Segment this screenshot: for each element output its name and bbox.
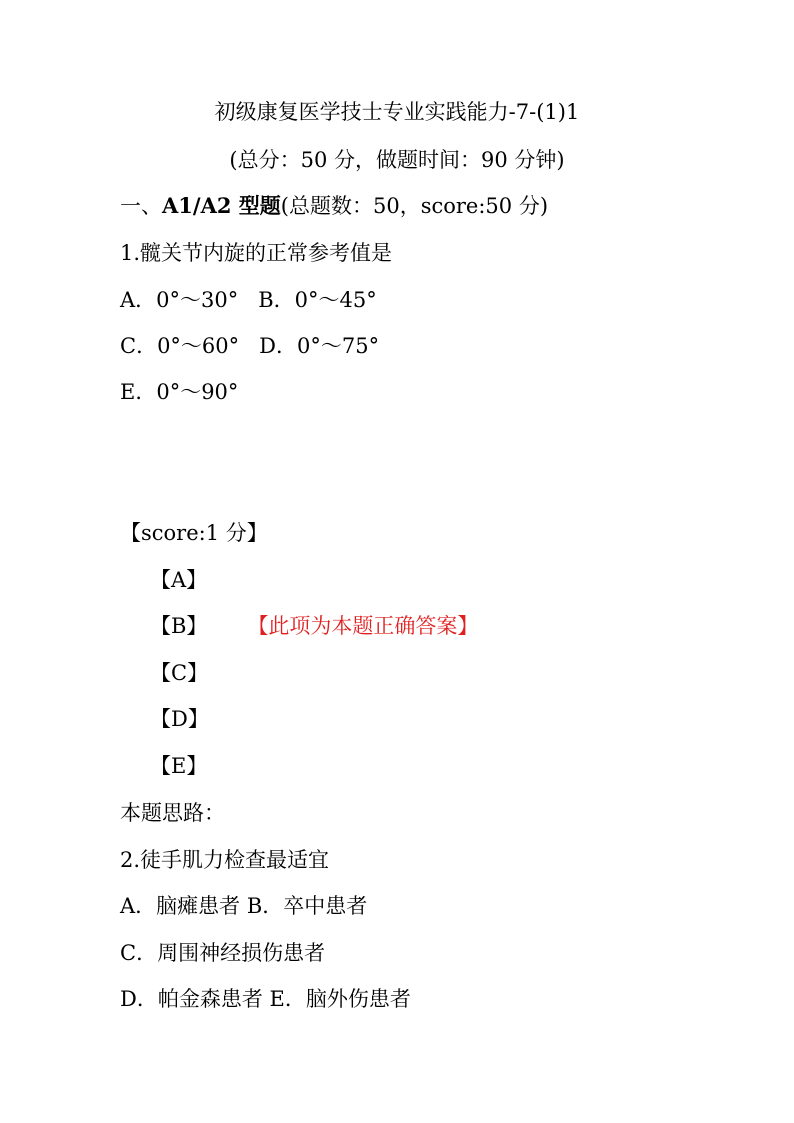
document-title: 初级康复医学技士专业实践能力-7-(1)1 [214,100,580,124]
option-a: A．0°～30° [120,288,239,312]
document-subtitle: (总分：50 分，做题时间：90 分钟) [229,148,565,172]
option-d: D．0°～75° [259,334,380,358]
choice-c: 【C】 [150,661,209,685]
option-c: C．0°～60° [120,334,240,358]
section-info: (总题数：50，score:50 分) [280,194,549,218]
analysis-label: 本题思路： [120,801,225,825]
correct-answer-note: 【此项为本题正确答案】 [247,614,479,638]
question-2-options-row-3: D．帕金森患者 E．脑外伤患者 [120,987,411,1011]
choice-d: 【D】 [150,707,209,731]
choice-b-row [150,612,478,640]
option-b: B．0°～45° [258,288,377,312]
option-e: E．0°～90° [120,380,239,404]
section-name: A1/A2 型题 [162,193,281,218]
question-1-options-row-2 [120,332,379,360]
section-prefix: 一、 [120,194,162,218]
choice-e: 【E】 [150,754,208,778]
choice-b: 【B】 [150,614,208,638]
question-1-score: 【score:1 分】 [120,521,268,545]
question-2-options-row-2: C．周围神经损伤患者 [120,941,326,965]
question-2-options-row-1: A．脑瘫患者 B．卒中患者 [120,894,368,918]
question-1-options-row-1 [120,286,377,314]
question-1-stem: 1.髋关节内旋的正常参考值是 [120,241,393,265]
choice-a: 【A】 [150,568,208,592]
question-1-options-row-3 [120,378,238,406]
section-heading [120,192,548,220]
question-2-stem: 2.徒手肌力检查最适宜 [120,848,330,872]
